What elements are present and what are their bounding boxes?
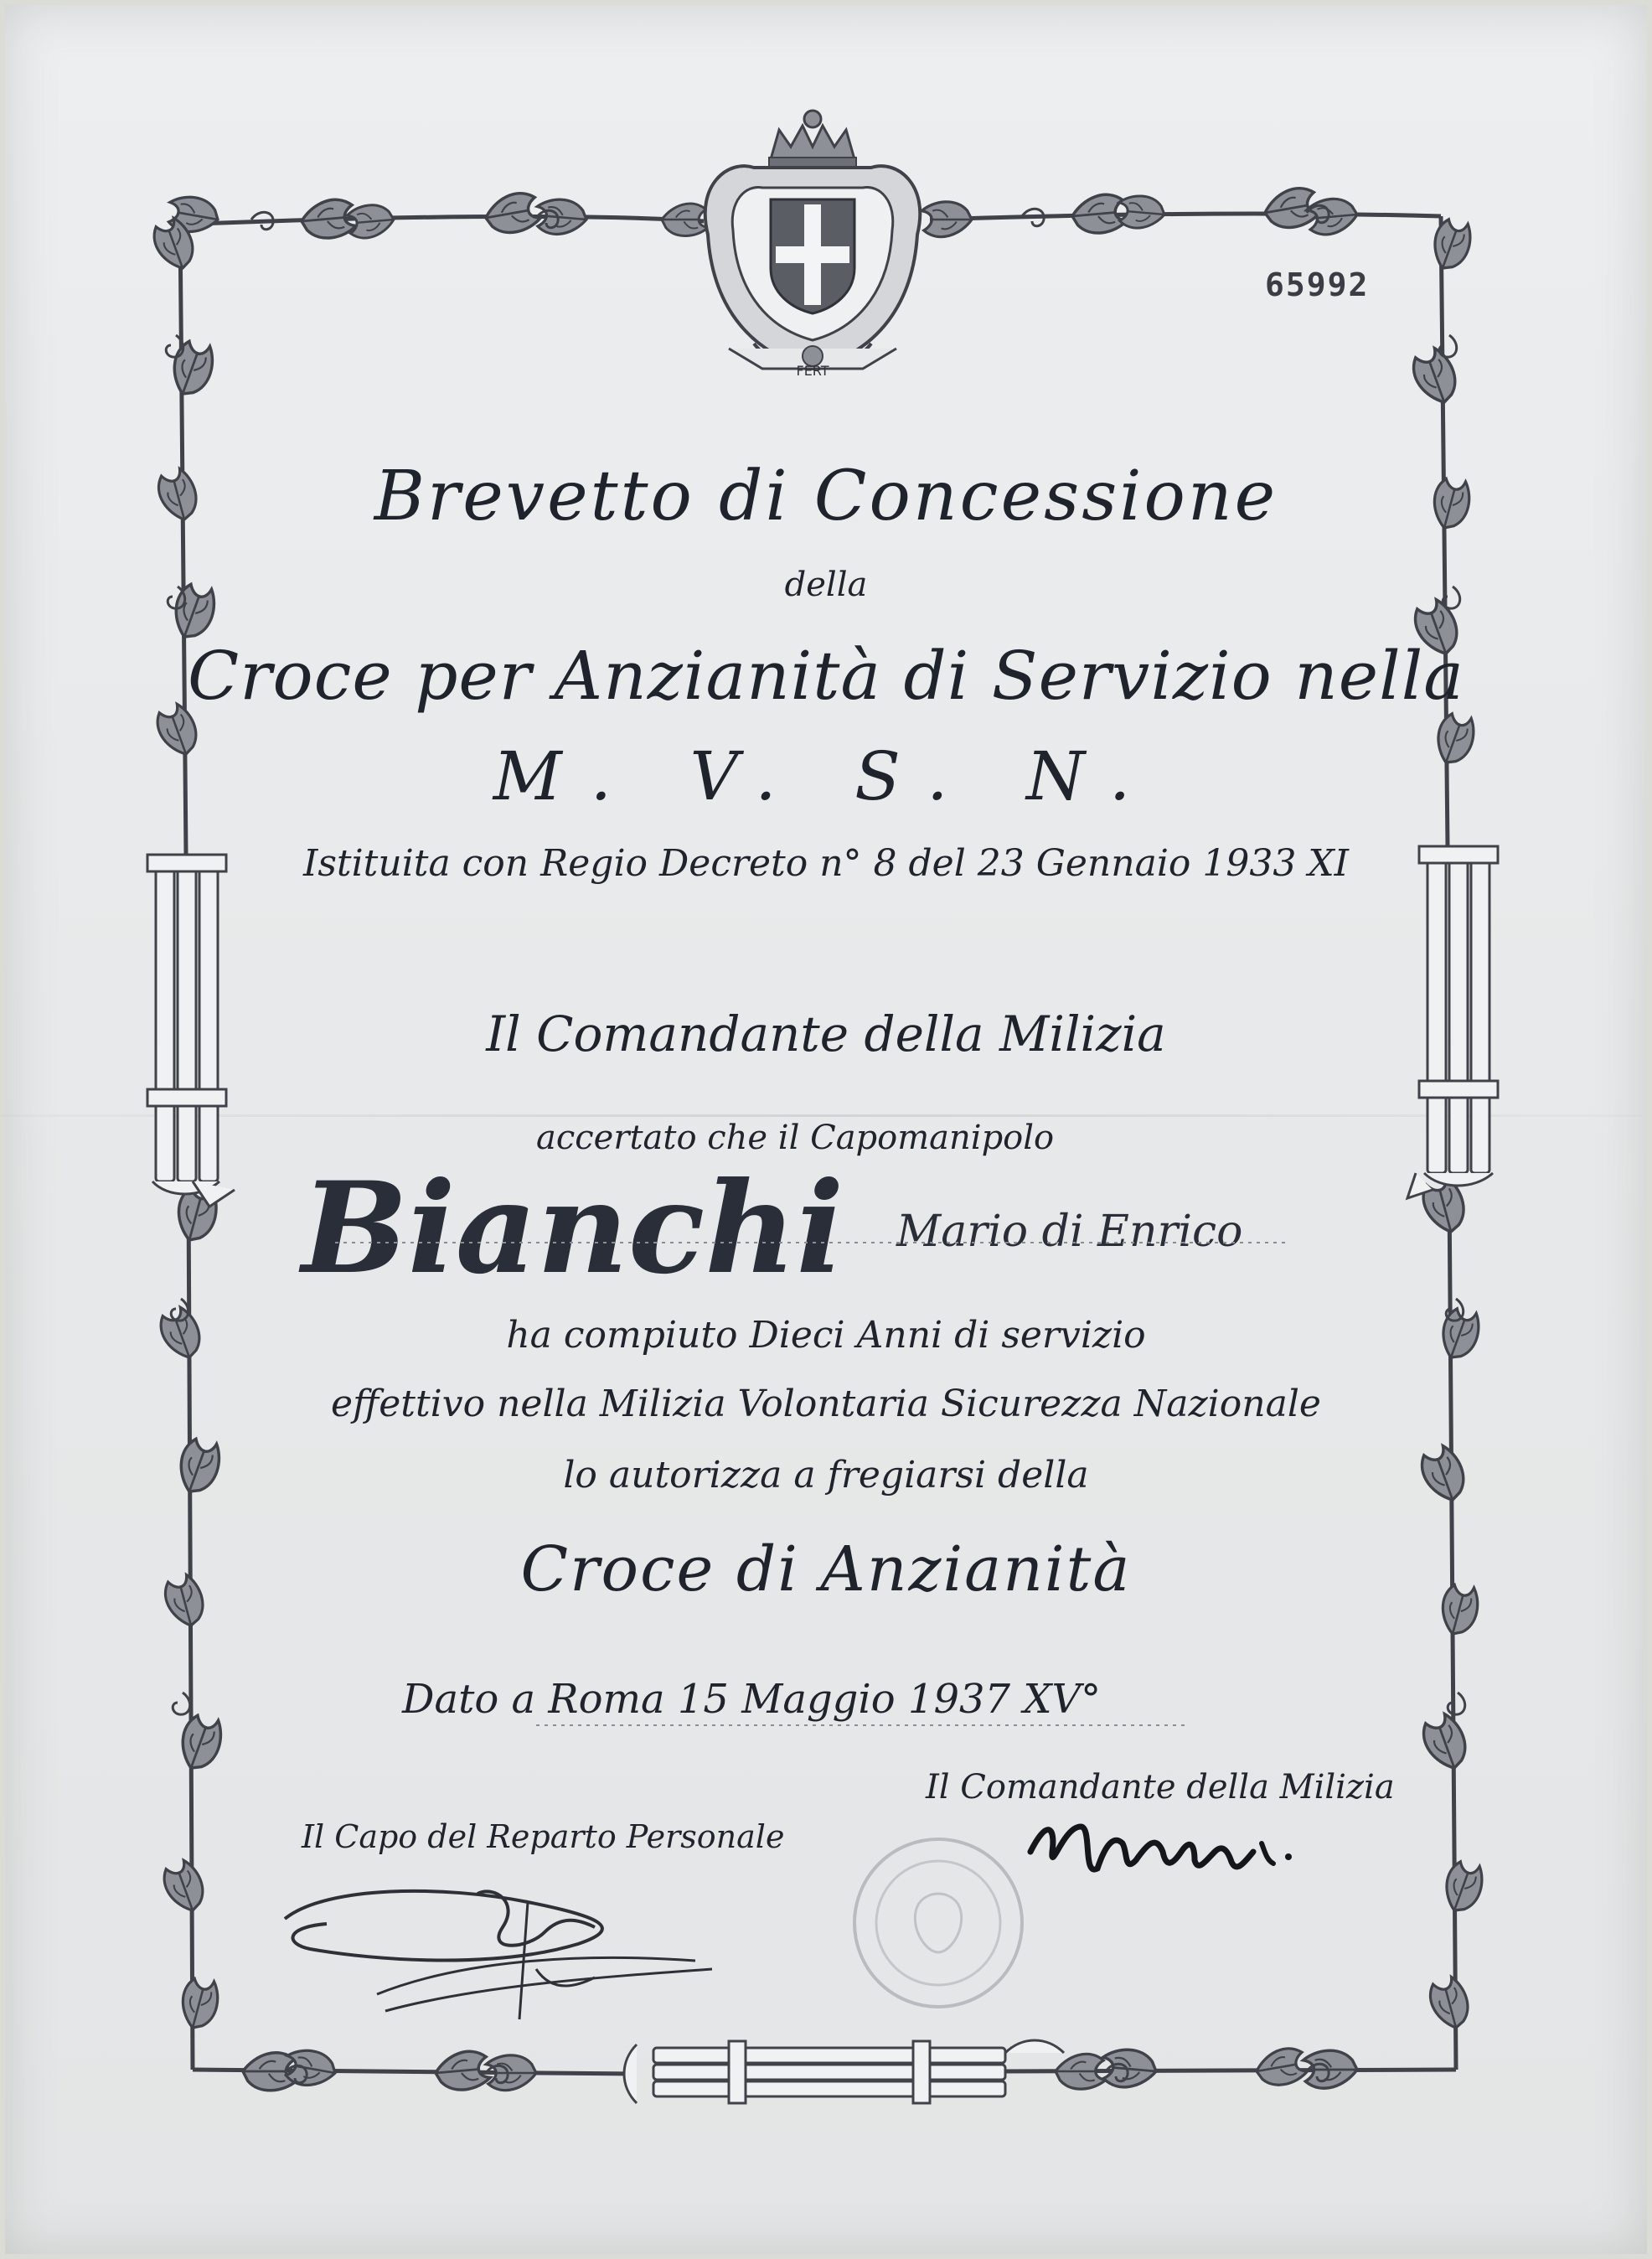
date-underline [536, 1722, 1190, 1729]
militia-line: effettivo nella Milizia Volontaria Sicurezza Nazionale [331, 1383, 1321, 1425]
authorize-line: lo autorizza a fregiarsi della [563, 1454, 1089, 1497]
recipient-surname: Bianchi [302, 1155, 844, 1302]
award-name: Croce di Anzianità [520, 1533, 1132, 1605]
authority-heading: Il Comandante della Milizia [486, 1005, 1166, 1062]
serial-number: 65992 [1265, 266, 1370, 303]
commander-signature-icon [1022, 1793, 1340, 1902]
service-line: ha compiuto Dieci Anni di servizio [506, 1314, 1146, 1357]
certificate-title: Brevetto di Concessione [374, 457, 1278, 536]
date-line: Dato a Roma 15 Maggio 1937 XV° [402, 1676, 1102, 1723]
left-signatory-title: Il Capo del Reparto Personale [302, 1818, 785, 1855]
official-stamp-icon [842, 1827, 1035, 2019]
ascertained-line: accertato che il Capomanipolo [536, 1119, 1055, 1157]
name-underline [335, 1238, 1290, 1247]
emblem-motto: FERT [796, 363, 829, 379]
coat-of-arms-icon [705, 111, 921, 379]
personnel-chief-signature-icon [276, 1869, 746, 2053]
title-connector: della [784, 566, 868, 604]
organization-acronym: M. V. S. N. [493, 737, 1159, 815]
award-subtitle: Croce per Anzianità di Servizio nella [188, 637, 1464, 715]
institution-decree: Istituita con Regio Decreto n° 8 del 23 Gennaio 1933 XI [302, 842, 1350, 885]
recipient-name: Mario di Enrico [896, 1207, 1243, 1257]
right-signatory-title: Il Comandante della Milizia [926, 1768, 1395, 1807]
